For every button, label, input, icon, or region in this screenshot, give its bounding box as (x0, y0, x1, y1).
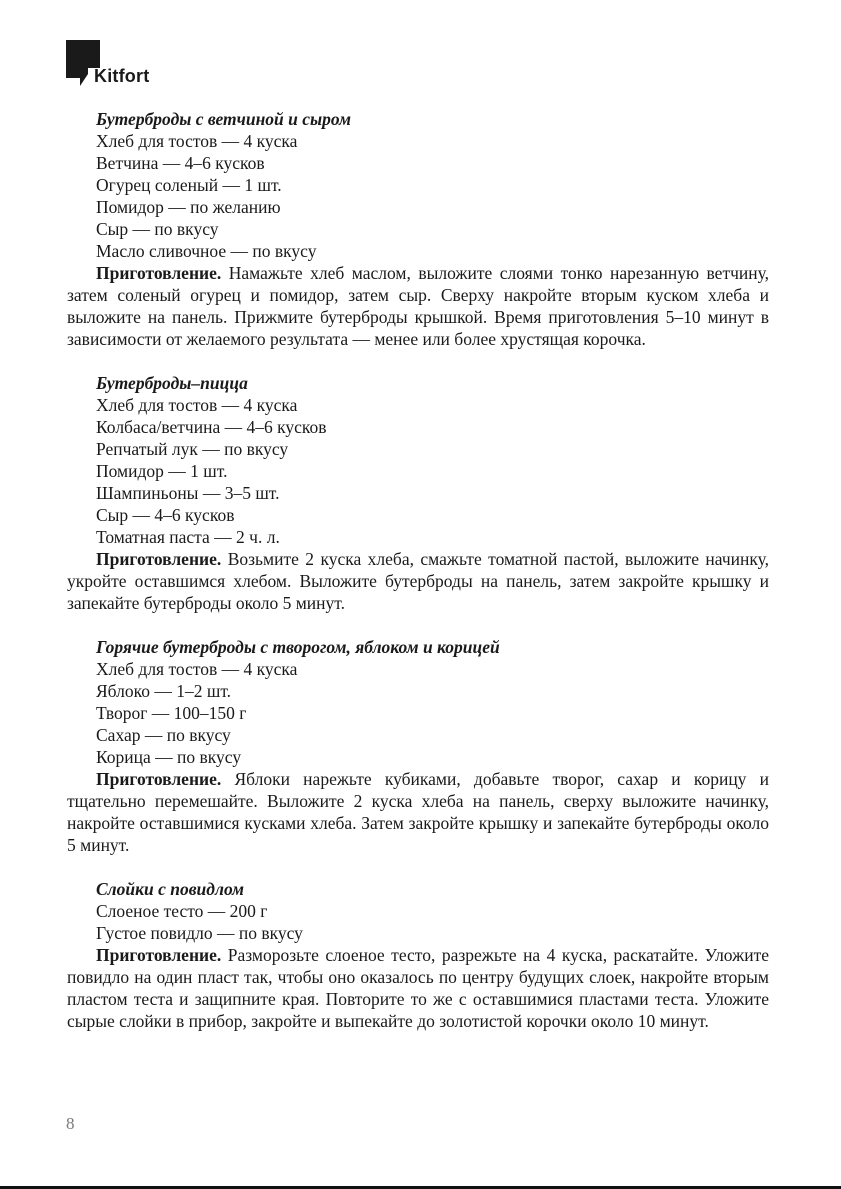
ingredient-list (67, 130, 769, 262)
ingredient-item: Творог — 100–150 г (96, 703, 247, 723)
ingredient-list (67, 658, 769, 768)
ingredient-item: Хлеб для тостов — 4 куска (96, 659, 298, 679)
ingredient-item: Помидор — 1 шт. (96, 461, 228, 481)
preparation-text: Разморозьте слоеное тесто, разрежьте на 4 куска, раскатайте. Уложите повидло на один пласт так, чтобы оно оказалось по центру будущих слоек, накройте вторым пластом теста и защипните края. Повторите то же с оставшимися пластами теста. Уложите сырые слойки в прибор, закройте и выпекайте до золотистой корочки около 10 минут. (67, 945, 769, 1031)
recipe-title: Слойки с повидлом (96, 879, 245, 899)
preparation-label: Приготовление. (96, 549, 222, 569)
ingredient-item: Густое повидло — по вкусу (96, 923, 303, 943)
brand-name: Kitfort (94, 66, 150, 86)
recipe-title: Горячие бутерброды с творогом, яблоком и корицей (96, 637, 500, 657)
ingredient-item: Огурец соленый — 1 шт. (96, 175, 282, 195)
ingredient-item: Шампиньоны — 3–5 шт. (96, 483, 280, 503)
recipe-ham-cheese (67, 108, 769, 350)
brand-logo (66, 40, 186, 90)
ingredient-list (67, 394, 769, 548)
ingredient-item: Масло сливочное — по вкусу (96, 241, 317, 261)
preparation-label: Приготовление. (96, 945, 222, 965)
ingredient-item: Сахар — по вкусу (96, 725, 231, 745)
recipe-sandwich-pizza (67, 372, 769, 614)
recipe-page-content (67, 108, 769, 1032)
preparation-label: Приготовление. (96, 769, 222, 789)
ingredient-item: Хлеб для тостов — 4 куска (96, 131, 298, 151)
preparation-label: Приготовление. (96, 263, 222, 283)
ingredient-item: Колбаса/ветчина — 4–6 кусков (96, 417, 327, 437)
preparation-text: Яблоки нарежьте кубиками, добавьте творог, сахар и корицу и тщательно перемешайте. Выложите 2 куска хлеба на панель, сверху выложите начинку, накройте оставшимися кусками хлеба. Затем закройте крышку и запекайте бутерброды около 5 минут. (67, 769, 770, 855)
preparation-text: Намажьте хлеб маслом, выложите слоями тонко нарезанную ветчину, затем соленый огурец и помидор, затем сыр. Сверху накройте вторым куском хлеба и выложите на панель. Прижмите бутерброды крышкой. Время приготовления 5–10 минут в зависимости от желаемого результата — менее или более хрустящая корочка. (67, 263, 769, 349)
recipe-title: Бутерброды–пицца (96, 373, 248, 393)
ingredient-item: Сыр — 4–6 кусков (96, 505, 235, 525)
recipe-title: Бутерброды с ветчиной и сыром (96, 109, 351, 129)
ingredient-item: Хлеб для тостов — 4 куска (96, 395, 298, 415)
ingredient-item: Яблоко — 1–2 шт. (96, 681, 232, 701)
recipe-cottage-cheese-apple (67, 636, 769, 856)
ingredient-item: Сыр — по вкусу (96, 219, 219, 239)
preparation-paragraph (67, 548, 769, 614)
recipe-puff-pastry-jam (67, 878, 769, 1032)
preparation-paragraph (67, 768, 769, 856)
ingredient-item: Томатная паста — 2 ч. л. (96, 527, 280, 547)
preparation-paragraph (67, 262, 769, 350)
preparation-text: Возьмите 2 куска хлеба, смажьте томатной пастой, выложите начинку, укройте оставшимся хлебом. Выложите бутерброды на панель, затем закройте крышку и запекайте бутерброды около 5 минут. (67, 549, 770, 613)
ingredient-item: Слоеное тесто — 200 г (96, 901, 268, 921)
ingredient-item: Репчатый лук — по вкусу (96, 439, 289, 459)
page-number: 8 (66, 1114, 75, 1133)
ingredient-item: Корица — по вкусу (96, 747, 242, 767)
ingredient-item: Помидор — по желанию (96, 197, 281, 217)
ingredient-item: Ветчина — 4–6 кусков (96, 153, 265, 173)
preparation-paragraph (67, 944, 769, 1032)
ingredient-list (67, 900, 769, 944)
